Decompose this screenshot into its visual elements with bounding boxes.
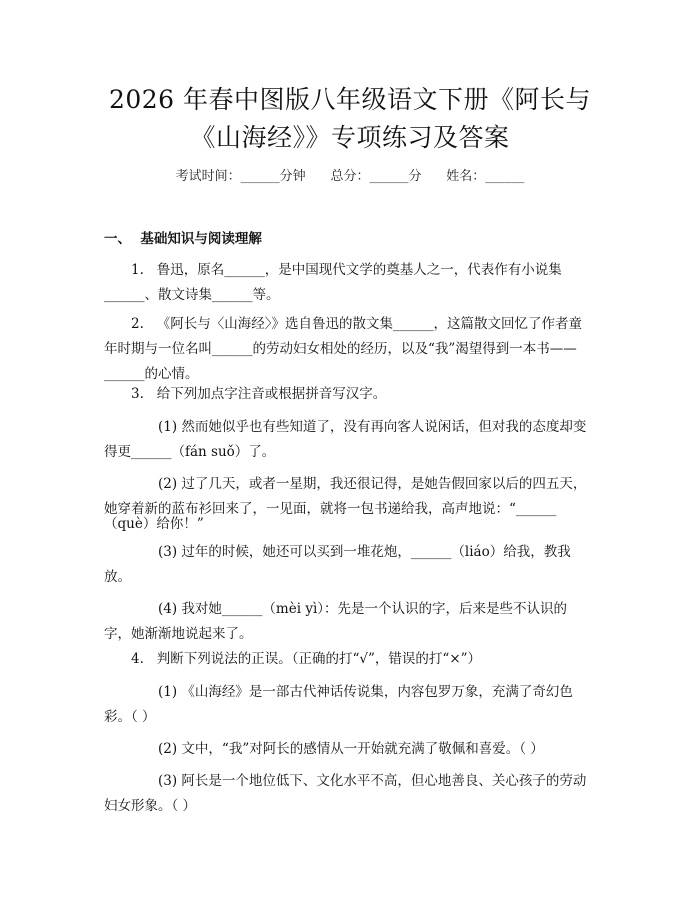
item-text-line: 然而她似乎也有些知道了，没有再向客人说闲话，但对我的态度却变: [181, 419, 587, 435]
student-name-field: 姓名：______: [446, 169, 525, 184]
item-text-line: 得更______（fán suǒ）了。: [104, 444, 276, 460]
item-label: (2): [158, 476, 178, 492]
item-text-line: 放。: [104, 569, 131, 585]
question-number: 1.: [131, 262, 144, 278]
question-3-item-1: [104, 415, 594, 440]
question-text-line: 年时期与一位名叫______的劳动妇女相处的经历，以及“我”渴望得到一本书——: [104, 341, 577, 357]
question-4-item-1-continued: [104, 705, 594, 730]
question-stem: 给下列加点字注音或根据拼音写汉字。: [156, 386, 387, 402]
item-text-line: 妇女形象。（ ）: [104, 798, 197, 814]
item-text-line: （què）给你！”: [104, 516, 204, 532]
question-3-item-3: [104, 540, 594, 565]
question-stem: 判断下列说法的正误。（正确的打“√”，错误的打“×”）: [156, 651, 482, 667]
exam-time-field: 考试时间：______分钟: [175, 169, 306, 184]
question-text-line: 《阿长与〈山海经〉》选自鲁迅的散文集______，这篇散文回忆了作者童: [156, 316, 583, 332]
item-text-line: 彩。（ ）: [104, 709, 156, 725]
item-label: (4): [158, 601, 178, 617]
item-text-line: 过了几天，或者一星期，我还很记得，是她告假回家以后的四五天，: [181, 476, 587, 492]
item-text-line: 过年的时候，她还可以买到一堆花炮，______（liáo）给我，教我: [181, 544, 571, 560]
question-text-line: ______的心情。: [104, 366, 199, 382]
question-3-item-2-continued: [104, 512, 594, 537]
question-1-continued: [104, 283, 594, 308]
question-4-item-1: [104, 680, 594, 705]
question-number: 3.: [131, 386, 144, 402]
item-label: (3): [158, 773, 178, 789]
question-3-item-1-continued: [104, 440, 594, 465]
question-text-line: ______、散文诗集______等。: [104, 287, 280, 303]
question-3: [104, 382, 594, 407]
item-text-line: 字，她渐渐地说起来了。: [104, 626, 253, 642]
question-3-item-2: [104, 472, 594, 497]
item-text-line: 阿长是一个地位低下、文化水平不高，但心地善良、关心孩子的劳动: [181, 773, 587, 789]
item-label: (1): [158, 419, 178, 435]
document-title-line-1: 2026 年春中图版八年级语文下册《阿长与: [108, 85, 592, 114]
question-2-continued: [104, 337, 594, 362]
item-label: (2): [158, 741, 178, 757]
item-text-line: 文中，“我”对阿长的感情从一开始就充满了敬佩和喜爱。（ ）: [181, 741, 544, 757]
question-4-item-2: [104, 737, 594, 762]
item-text-line: 我对她______（mèi yì）：先是一个认识的字，后来是些不认识的: [181, 601, 568, 617]
question-4-item-3-continued: [104, 794, 594, 819]
item-text-line: 她穿着新的蓝布衫回来了，一见面，就将一包书递给我，高声地说：“______: [104, 501, 557, 517]
exam-meta: [0, 165, 700, 189]
question-3-item-3-continued: [104, 565, 594, 590]
item-label: (1): [158, 684, 178, 700]
item-label: (3): [158, 544, 178, 560]
total-score-field: 总分：______分: [330, 169, 422, 184]
question-4: [104, 647, 594, 672]
question-number: 4.: [131, 651, 144, 667]
question-3-item-4: [104, 597, 594, 622]
question-number: 2.: [131, 316, 144, 332]
section-heading: 一、 基础知识与阅读理解: [104, 231, 262, 247]
question-2: [104, 312, 594, 337]
question-3-item-4-continued: [104, 622, 594, 647]
item-text-line: 《山海经》是一部古代神话传说集，内容包罗万象，充满了奇幻色: [181, 684, 573, 700]
document-title-line-2: 《山海经》》专项练习及答案: [190, 123, 510, 152]
question-4-item-3: [104, 769, 594, 794]
question-1: [104, 258, 594, 283]
question-text-line: 鲁迅，原名______，是中国现代文学的奠基人之一，代表作有小说集: [156, 262, 562, 278]
